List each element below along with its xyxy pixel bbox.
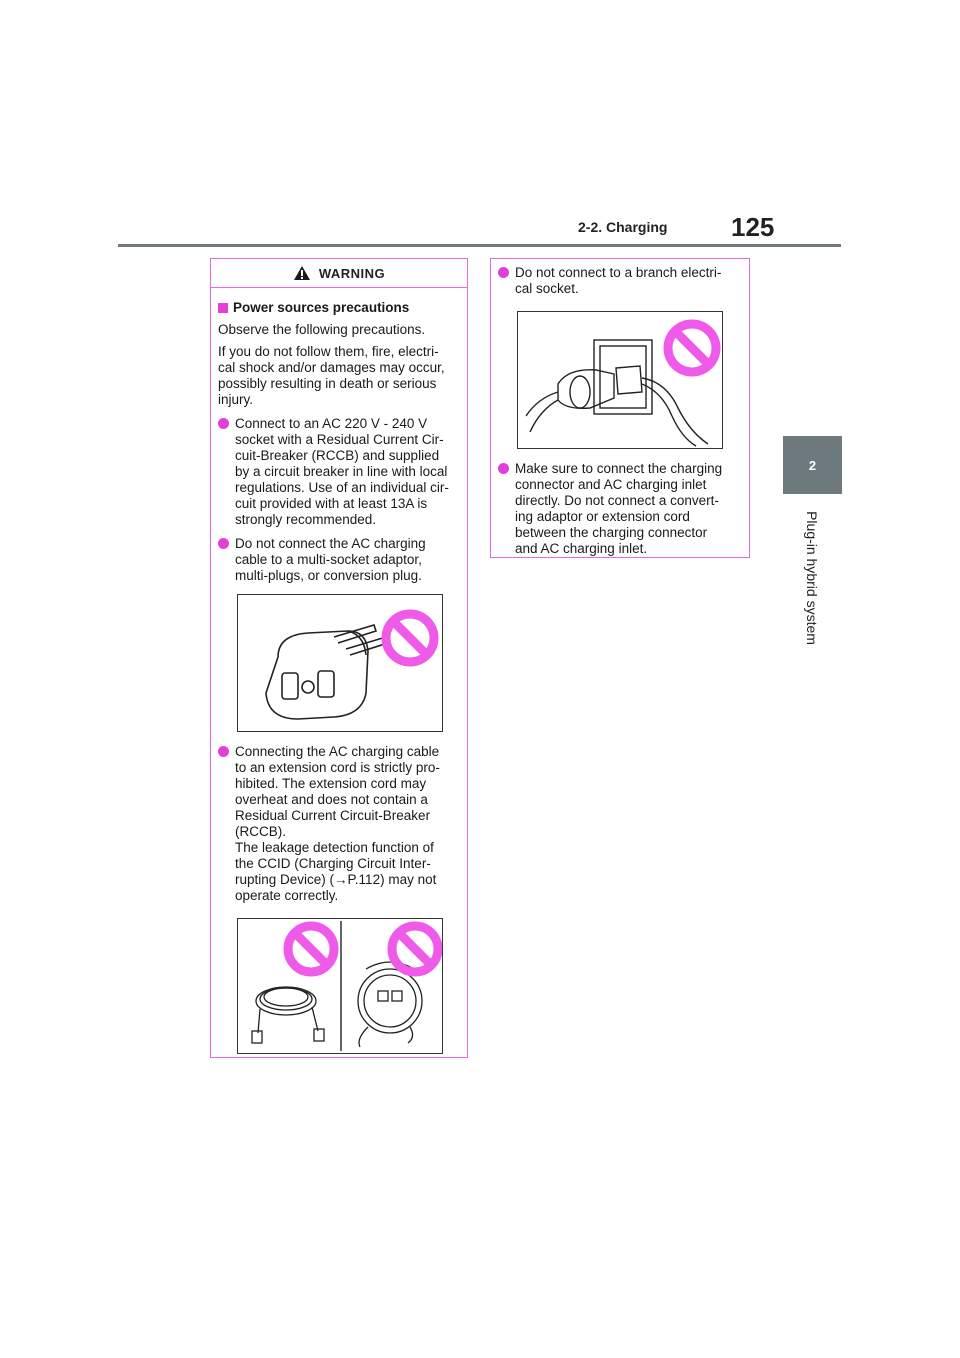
warning-subheading	[218, 299, 461, 316]
page-number: 125	[731, 212, 775, 242]
warning-title: WARNING	[318, 265, 386, 281]
bullet-text: Do not connect the AC charging cable to a multi-socket adaptor, multi-plugs, or conversion plug.	[235, 536, 426, 583]
list-item	[218, 416, 461, 528]
extension-cord-illustration	[237, 918, 443, 1054]
warning-header	[211, 259, 467, 288]
prohibited-icon	[392, 926, 438, 972]
bullet-text: Make sure to connect the charging connector and AC charging inlet directly. Do not connect a convert- ing adaptor or extension cord between the charging connector and AC charging inlet.	[515, 461, 723, 556]
header-divider	[118, 244, 841, 247]
warning-box	[210, 258, 468, 1058]
warning-intro: Observe the following precautions.	[218, 322, 426, 337]
conversion-plug-illustration	[237, 594, 443, 732]
bullet-text: Connect to an AC 220 V - 240 V socket with a Residual Current Cir- cuit-Breaker (RCCB) and supplied by a circuit breaker in line with local regulations. Use of an individual cir- cuit provided with at least 13A is strongly recommended.	[235, 416, 449, 527]
warning-consequence: If you do not follow them, fire, electri- cal shock and/or damages may occur, possibly resulting in death or serious injury.	[218, 344, 445, 407]
section-title: 2-2. Charging	[578, 219, 668, 235]
prohibited-icon	[288, 926, 334, 972]
list-item	[498, 265, 743, 297]
bullet-text: Connecting the AC charging cable to an extension cord is strictly pro- hibited. The extension cord may overheat and does not contain a Residual Current Circuit-Breaker (RCCB). The leakage detection function of the CCID (Charging Circuit Inter- rupting Device) (→P.112) may not operate correctly.	[235, 744, 440, 903]
bullet-text: Do not connect to a branch electri- cal socket.	[515, 265, 722, 296]
chapter-number: 2	[808, 457, 817, 473]
warning-triangle-icon	[293, 265, 311, 281]
prohibited-icon	[668, 324, 716, 372]
chapter-tab[interactable]	[783, 436, 842, 494]
square-bullet-icon	[218, 303, 228, 313]
chapter-title: Plug-in hybrid system	[804, 511, 820, 645]
subheading-text: Power sources precautions	[233, 300, 410, 315]
bullet-dot-icon	[218, 746, 229, 757]
bullet-dot-icon	[218, 538, 229, 549]
branch-socket-illustration	[517, 311, 723, 449]
bullet-dot-icon	[498, 463, 509, 474]
bullet-dot-icon	[498, 267, 509, 278]
prohibited-icon	[386, 614, 434, 662]
list-item	[218, 744, 461, 904]
list-item	[498, 461, 743, 557]
warning-continuation-box	[490, 258, 750, 558]
list-item	[218, 536, 461, 584]
bullet-dot-icon	[218, 418, 229, 429]
